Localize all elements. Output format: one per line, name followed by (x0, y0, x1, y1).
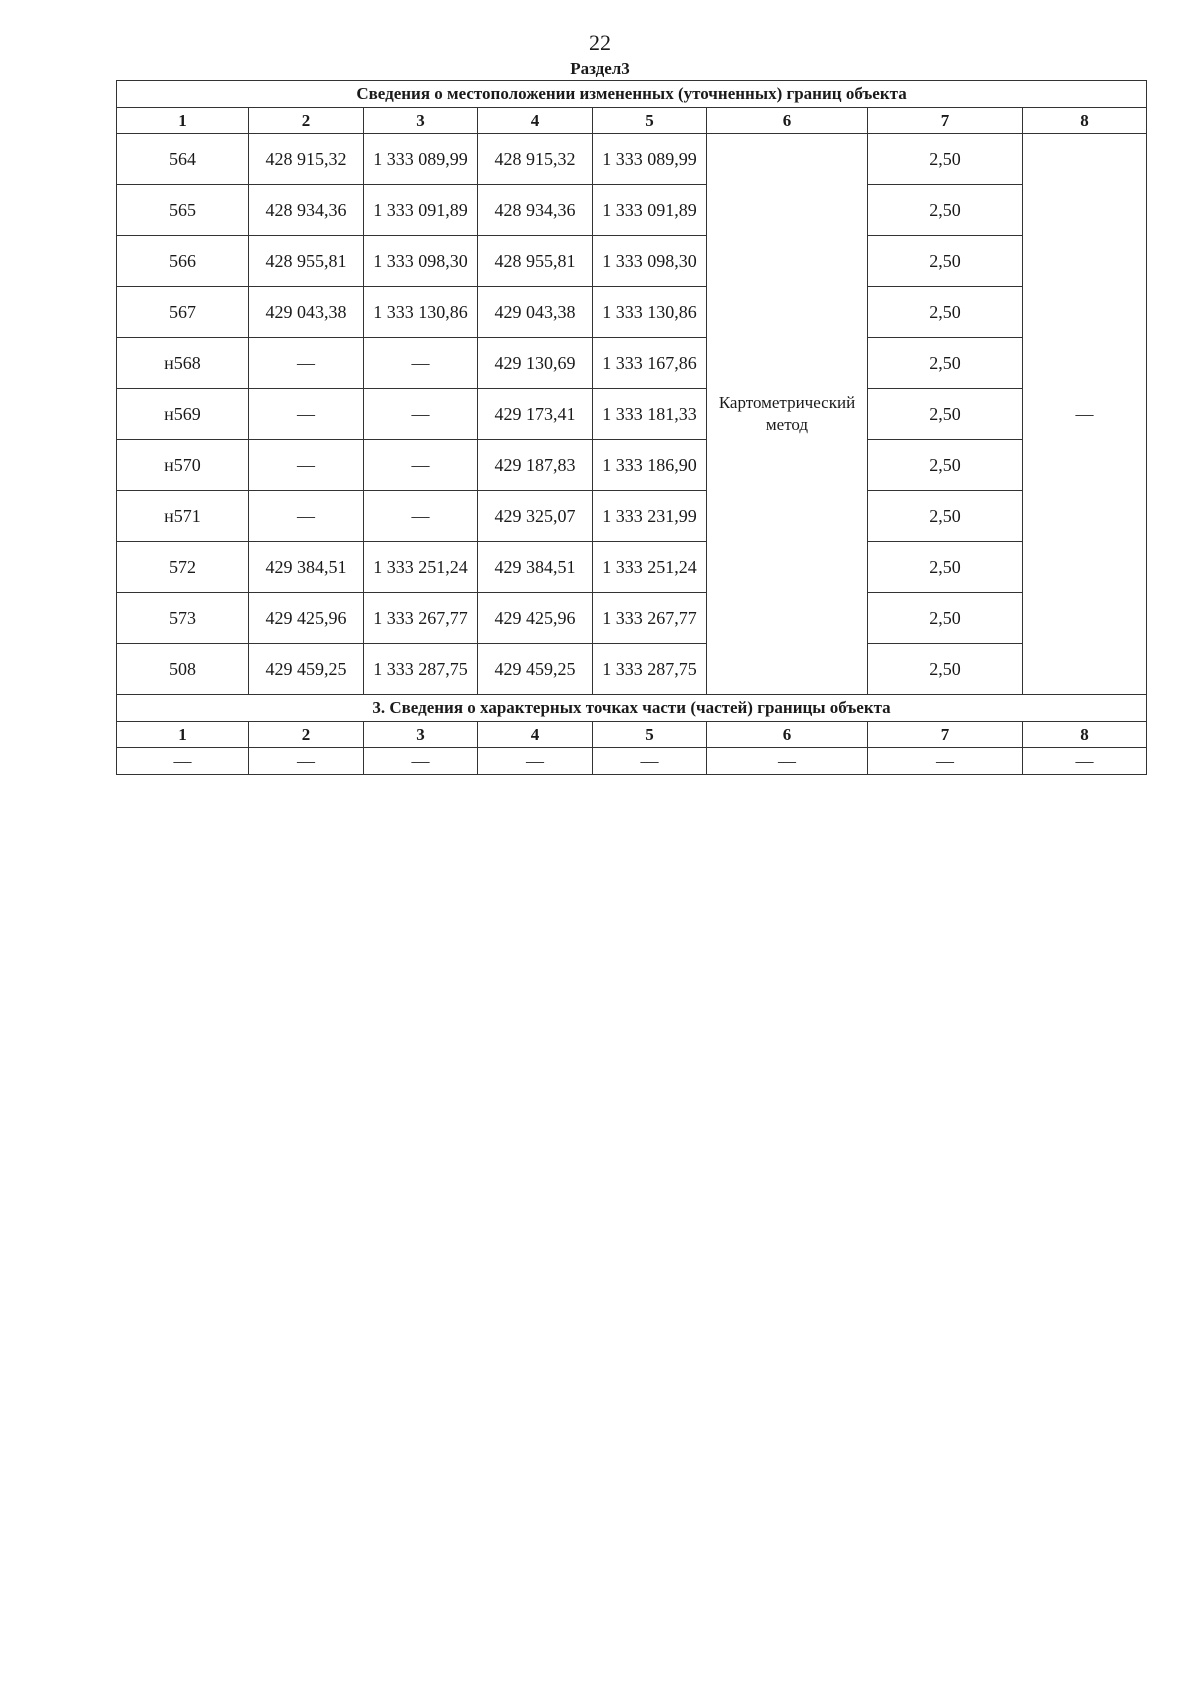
accuracy: 2,50 (868, 542, 1023, 593)
accuracy: 2,50 (868, 185, 1023, 236)
y-new: 1 333 091,89 (593, 185, 707, 236)
table-cell: — (249, 748, 364, 775)
x-new: 429 384,51 (478, 542, 593, 593)
y-old: 1 333 287,75 (364, 644, 478, 695)
x-old: 429 043,38 (249, 287, 364, 338)
x-new: 429 173,41 (478, 389, 593, 440)
table-row (117, 236, 1147, 287)
accuracy: 2,50 (868, 593, 1023, 644)
column-header: 3 (364, 108, 478, 134)
column-header: 6 (707, 722, 868, 748)
x-new: 429 459,25 (478, 644, 593, 695)
y-old: — (364, 389, 478, 440)
point-name: 564 (117, 134, 249, 185)
x-old: 429 459,25 (249, 644, 364, 695)
table-cell: — (117, 748, 249, 775)
point-name: н570 (117, 440, 249, 491)
page-number: 22 (589, 30, 611, 55)
x-old: — (249, 389, 364, 440)
accuracy: 2,50 (868, 287, 1023, 338)
y-old: — (364, 338, 478, 389)
y-new: 1 333 251,24 (593, 542, 707, 593)
y-new: 1 333 267,77 (593, 593, 707, 644)
accuracy: 2,50 (868, 389, 1023, 440)
x-new: 429 325,07 (478, 491, 593, 542)
y-old: 1 333 098,30 (364, 236, 478, 287)
table1-header-row (117, 108, 1147, 134)
point-name: 567 (117, 287, 249, 338)
y-old: — (364, 491, 478, 542)
table-title: 3. Сведения о характерных точках части (частей) границы объекта (117, 695, 1147, 722)
column-header: 7 (868, 722, 1023, 748)
column-header: 8 (1023, 722, 1147, 748)
table-row (117, 185, 1147, 236)
column-header: 4 (478, 108, 593, 134)
y-new: 1 333 287,75 (593, 644, 707, 695)
y-old: 1 333 089,99 (364, 134, 478, 185)
accuracy: 2,50 (868, 134, 1023, 185)
y-old: 1 333 091,89 (364, 185, 478, 236)
x-old: — (249, 338, 364, 389)
x-old: — (249, 440, 364, 491)
method-cell: Картометрический метод (707, 134, 868, 695)
point-name: 565 (117, 185, 249, 236)
x-old: 428 955,81 (249, 236, 364, 287)
boundary-table (116, 80, 1147, 775)
x-new: 428 915,32 (478, 134, 593, 185)
x-new: 429 425,96 (478, 593, 593, 644)
y-new: 1 333 130,86 (593, 287, 707, 338)
point-name: н569 (117, 389, 249, 440)
x-old: 428 915,32 (249, 134, 364, 185)
column-header: 1 (117, 722, 249, 748)
table2-title-row (117, 695, 1147, 722)
x-old: 429 384,51 (249, 542, 364, 593)
accuracy: 2,50 (868, 644, 1023, 695)
column-header: 5 (593, 108, 707, 134)
accuracy: 2,50 (868, 236, 1023, 287)
table1-title-row (117, 81, 1147, 108)
column-header: 5 (593, 722, 707, 748)
column-header: 2 (249, 722, 364, 748)
table-row (117, 593, 1147, 644)
table-row (117, 287, 1147, 338)
column-header: 7 (868, 108, 1023, 134)
y-new: 1 333 186,90 (593, 440, 707, 491)
column-header: 4 (478, 722, 593, 748)
table-row (117, 491, 1147, 542)
table-cell: — (593, 748, 707, 775)
section-label: Раздел3 (570, 59, 630, 78)
accuracy: 2,50 (868, 440, 1023, 491)
x-new: 428 934,36 (478, 185, 593, 236)
column-header: 8 (1023, 108, 1147, 134)
y-old: 1 333 130,86 (364, 287, 478, 338)
point-name: н571 (117, 491, 249, 542)
table-cell: — (868, 748, 1023, 775)
y-old: 1 333 251,24 (364, 542, 478, 593)
column-header: 2 (249, 108, 364, 134)
x-old: 428 934,36 (249, 185, 364, 236)
y-new: 1 333 098,30 (593, 236, 707, 287)
point-name: 508 (117, 644, 249, 695)
point-name: 573 (117, 593, 249, 644)
table-row (117, 389, 1147, 440)
table-row (117, 542, 1147, 593)
table-row (117, 338, 1147, 389)
x-new: 429 130,69 (478, 338, 593, 389)
point-name: 566 (117, 236, 249, 287)
y-new: 1 333 089,99 (593, 134, 707, 185)
accuracy: 2,50 (868, 338, 1023, 389)
table-row (117, 644, 1147, 695)
column-header: 6 (707, 108, 868, 134)
table-cell: — (478, 748, 593, 775)
y-new: 1 333 167,86 (593, 338, 707, 389)
table-cell: — (1023, 748, 1147, 775)
table2-header-row (117, 722, 1147, 748)
column-header: 3 (364, 722, 478, 748)
x-old: — (249, 491, 364, 542)
x-new: 429 043,38 (478, 287, 593, 338)
table-row (117, 748, 1147, 775)
x-new: 428 955,81 (478, 236, 593, 287)
y-new: 1 333 181,33 (593, 389, 707, 440)
column-header: 1 (117, 108, 249, 134)
table-cell: — (707, 748, 868, 775)
y-old: — (364, 440, 478, 491)
accuracy: 2,50 (868, 491, 1023, 542)
table-cell: — (364, 748, 478, 775)
table-row (117, 440, 1147, 491)
point-name: н568 (117, 338, 249, 389)
point-name: 572 (117, 542, 249, 593)
description-cell: — (1023, 134, 1147, 695)
x-old: 429 425,96 (249, 593, 364, 644)
y-new: 1 333 231,99 (593, 491, 707, 542)
x-new: 429 187,83 (478, 440, 593, 491)
table-row (117, 134, 1147, 185)
y-old: 1 333 267,77 (364, 593, 478, 644)
table-title: Сведения о местоположении измененных (уточненных) границ объекта (117, 81, 1147, 108)
